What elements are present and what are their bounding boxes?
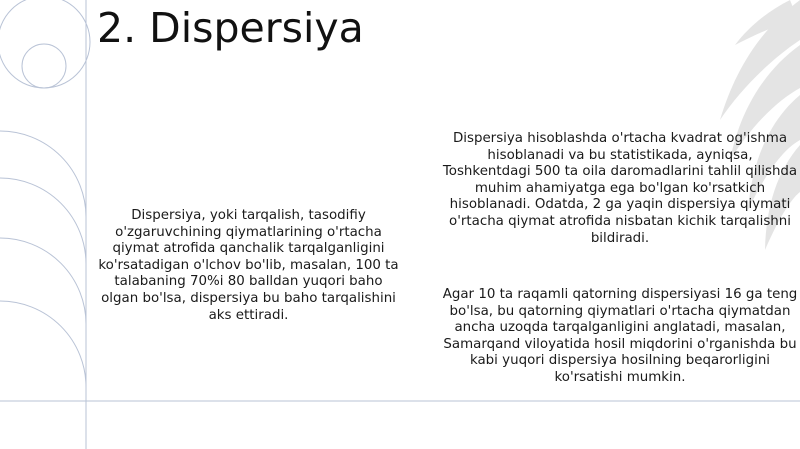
paragraph-left: Dispersiya, yoki tarqalish, tasodifiy o'zgaruvchining qiymatlarining o'rtacha qiymat atrofida qanchalik tarqalganligini ko'rsatadigan o'lchov bo'lib, masalan, 100 ta talabaning 70%i 80 balldan yuqori baho olgan bo'lsa, dispersiya bu baho tarqalishini aks ettiradi.: [98, 208, 399, 323]
paragraph-right-bottom: Agar 10 ta raqamli qatorning dispersiyasi 16 ga teng bo'lsa, bu qatorning qiymatlari o'rtacha qiymatdan ancha uzoqda tarqalganligini anglatadi, masalan, Samarqand viloyatida hosil miqdorini o'rganishda bu kabi yuqori dispersiya hosilning beqarorligini ko'rsatishi mumkin.: [442, 287, 798, 385]
paragraph-right-top: Dispersiya hisoblashda o'rtacha kvadrat og'ishma hisoblanadi va bu statistikada, ayniqsa, Toshkentdagi 500 ta oila daromadlarini tahlil qilishda muhim ahamiyatga ega bo'lgan ko'rsatkich hisoblanadi. Odatda, 2 ga yaqin dispersiya qiymati o'rtacha qiymat atrofida nisbatan kichik tarqalishni bildiradi.: [442, 131, 798, 246]
slide-title: 2. Dispersiya: [97, 4, 364, 52]
